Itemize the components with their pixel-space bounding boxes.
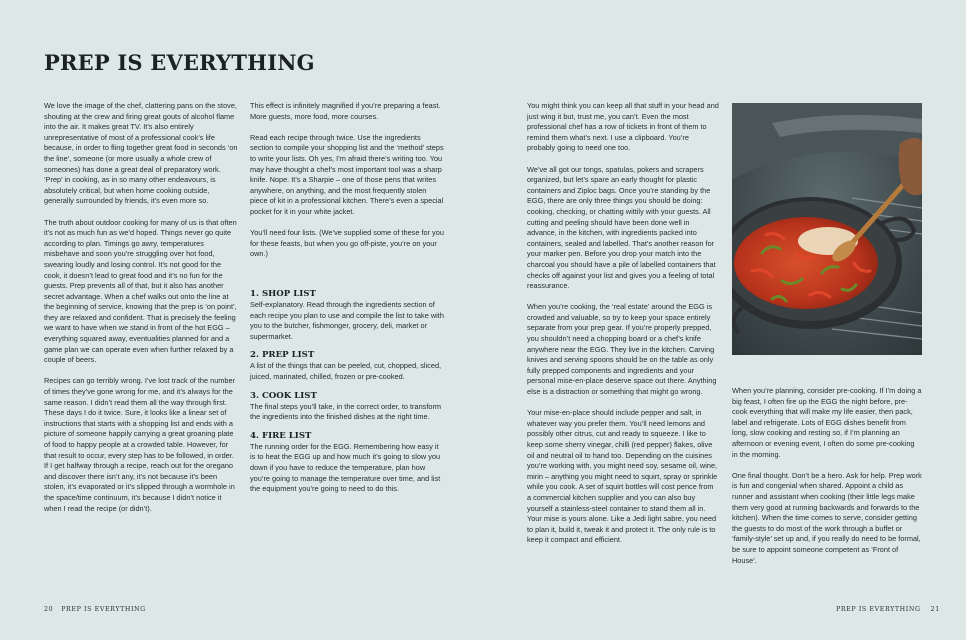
paragraph: The truth about outdoor cooking for many of us is that often it’s not as much fun as we’d hoped. Things never go quite according to plan. Timings go awry, temperatures misbehave and soon you’re struggling over hot food, swearing loudly and losing control. It’s not good for the cook, it doesn’t lead to great food and it’s no fun for the guests. Prep prevents all of that, but it also has another secret advantage. When a chef walks out onto the line at the beginning of service, knowing that the prep is ‘on point’, they are relaxed and confident. That is precisely the feeling we want to have when we stand in front of the hot EGG – everything squared away, eventualities planned for and a game plan we can operate even when further relaxed by a couple of beers. [44,217,237,365]
list-heading-prep: 2. PREP LIST [250,350,315,361]
paragraph: We’ve all got our tongs, spatulas, pokers and scrapers organized, but let’s spare an early thought for plastic containers and Ziploc bags. Once you’re standing by the EGG, there are only three things you should be doing: cooking, checking, or chatting wittily with your guests. All cutting and peeling should have been done well in advance, in the kitchen, with ingredients packed into containers, sealed and labelled. That’s another reason for your marker pen. Before you drop your match into the charcoal you should have a pile of labelled containers that checks off against your list and gives you a feeling of total reassurance. [527,164,716,291]
column-1 [44,101,238,525]
paragraph: When you’re cooking, the ‘real estate’ around the EGG is crowded and valuable, so try to keep your space entirely separate from your prep gear. If you’re properly prepped, you shouldn’t need a chopping board or a chef’s knife anywhere near the EGG. They live in the kitchen. Carving knives and serving spoons should be on the table as only fully prepped components and ingredients and your personal mise-en-place deserve space out there. Anything else is a distraction or something that might go wrong. [527,302,717,397]
running-head-left: PREP IS EVERYTHING [61,606,146,613]
list-heading-fire: 4. FIRE LIST [250,430,312,441]
page-number-right: 21 [930,606,940,613]
paragraph: This effect is infinitely magnified if you’re preparing a feast. More guests, more food, more courses. [250,101,441,121]
paragraph: One final thought. Don’t be a hero. Ask for help. Prep work is fun and congenial when shared. Appoint a child as runner and assistant when cooking (their little legs make them very good at running backwards and forwards to the kitchen). When the time comes to serve, consider getting the guests to do most of the work through a buffet or ‘family-style’ set up and, if you really do need to be formal, be sure to appoint someone competent as ‘Front of House’. [732,470,922,565]
paragraph: You might think you can keep all that stuff in your head and just wing it but, trust me, you can’t. Even the most professional chef has a row of tickets in front of them to remind them what’s next. I use a clipboard. You’re probably going to need one too. [527,101,719,153]
column-3 [527,101,719,557]
paragraph: We love the image of the chef, clattering pans on the stove, shouting at the crew and firing great gouts of alcohol flame into the air. It makes great TV. It’s also entirely unrepresentative of most of a professional cook’s life because, in order to fling together great food in seconds ‘on the line’, someone (or more usually a whole crew of someones) has done a great deal of preparatory work. ‘Prep’ in cooking, as in so many other endeavours, is absolutely critical, but when home cooking outside, generally surrounded by friends, it’s even more so. [44,101,238,206]
column-4 [732,386,922,577]
column-2 [250,101,444,495]
footer-left [44,606,146,613]
list-heading-shop: 1. SHOP LIST [250,289,316,300]
paragraph: Read each recipe through twice. Use the ingredients section to compile your shopping list and the ‘method’ steps to write your lists. Oh yes, I’m afraid there’s writing too. You may have thought a chef’s most important tool was a sharp knife. Nope. It’s a Sharpie – one of those pens that writes anywhere, on anything, and the most frequently stolen piece of kit in a professional kitchen. There’s even a special pocket for it in your white jacket. [250,132,444,216]
list-body-shop: Self-explanatory. Read through the ingredients section of each recipe you plan to use and compile the list to take with you to the butcher, fishmonger, grocery, deli, market or supermarket. [250,300,444,341]
spacer [250,271,444,282]
page-number-left: 20 [44,606,54,613]
paragraph: Your mise-en-place should include pepper and salt, in whatever way you prefer them. You’ll need lemons and possibly other citrus, cut and ready to squeeze. I like to keep some sherry vinegar, chilli (red pepper) flakes, olive oil and neutral oil to hand too. Depending on the cuisines you’re working with, you might need soy, sesame oil, wine, mirin – anything you might need to squirt, spray or sprinkle while you cook. A set of squirt bottles will cost pence from a commercial kitchen supplier and you can also buy yourself a stainless-steel container to stand them all in. Your mise is yours alone. Like a Jedi light sabre, you need to plan it, build it, tweak it and protect it. The only rule is to keep it compact and efficient. [527,408,718,545]
paragraph: Recipes can go terribly wrong. I’ve lost track of the number of times they’ve gone wrong for me, and it’s always for the same reason. I didn’t read them all the way through first. These days I do it twice. Sure, it looks like a linear set of instructions that starts with a shopping list and ends with a picture of someone happily carrying a great groaning plate of food to happy people at a crowded table. However, for that result to occur, every step has to be followed, in order. If I get halfway through a recipe, reach out for the oregano and discover there isn’t any, it’s not because it’s been stolen, it’s evaporated or it’s slipped through a wormhole in the space/time continuum, it’s because I didn’t notice it when I read the recipe (or didn’t). [44,376,236,513]
list-heading-cook: 3. COOK LIST [250,390,317,401]
paragraph: When you’re planning, consider pre-cooking. If I’m doing a big feast, I often fire up the EGG the night before, pre-cook everything that will make my life easier, then pack, label and refrigerate. Lots of EGG dishes benefit from long, slow cooking and resting so, if I’m planning an afternoon or evening event, I often do some pre-cooking in the morning. [732,386,922,459]
cooking-pan-photo [732,103,922,355]
list-body-cook: The final steps you’ll take, in the correct order, to transform the ingredients into the finished dishes at the right time. [250,401,442,422]
running-head-right: PREP IS EVERYTHING [836,606,921,613]
paragraph: You’ll need four lists. (We’ve supplied some of these for you for these feasts, but when you go off-piste, you’re on your own.) [250,228,444,259]
pan-illustration [732,103,922,355]
page-title: PREP IS EVERYTHING [44,50,315,75]
list-body-fire: The running order for the EGG. Remembering how easy it is to heat the EGG up and how much it’s going to slow you down if you have to reduce the temperature, plan how you’re going to manage the temperature over time, and list the equipment you’re going to need to do this. [250,441,441,494]
footer-right [836,606,940,613]
list-body-prep: A list of the things that can be peeled, cut, chopped, sliced, juiced, marinated, chilled, frozen or pre-cooked. [250,361,442,382]
